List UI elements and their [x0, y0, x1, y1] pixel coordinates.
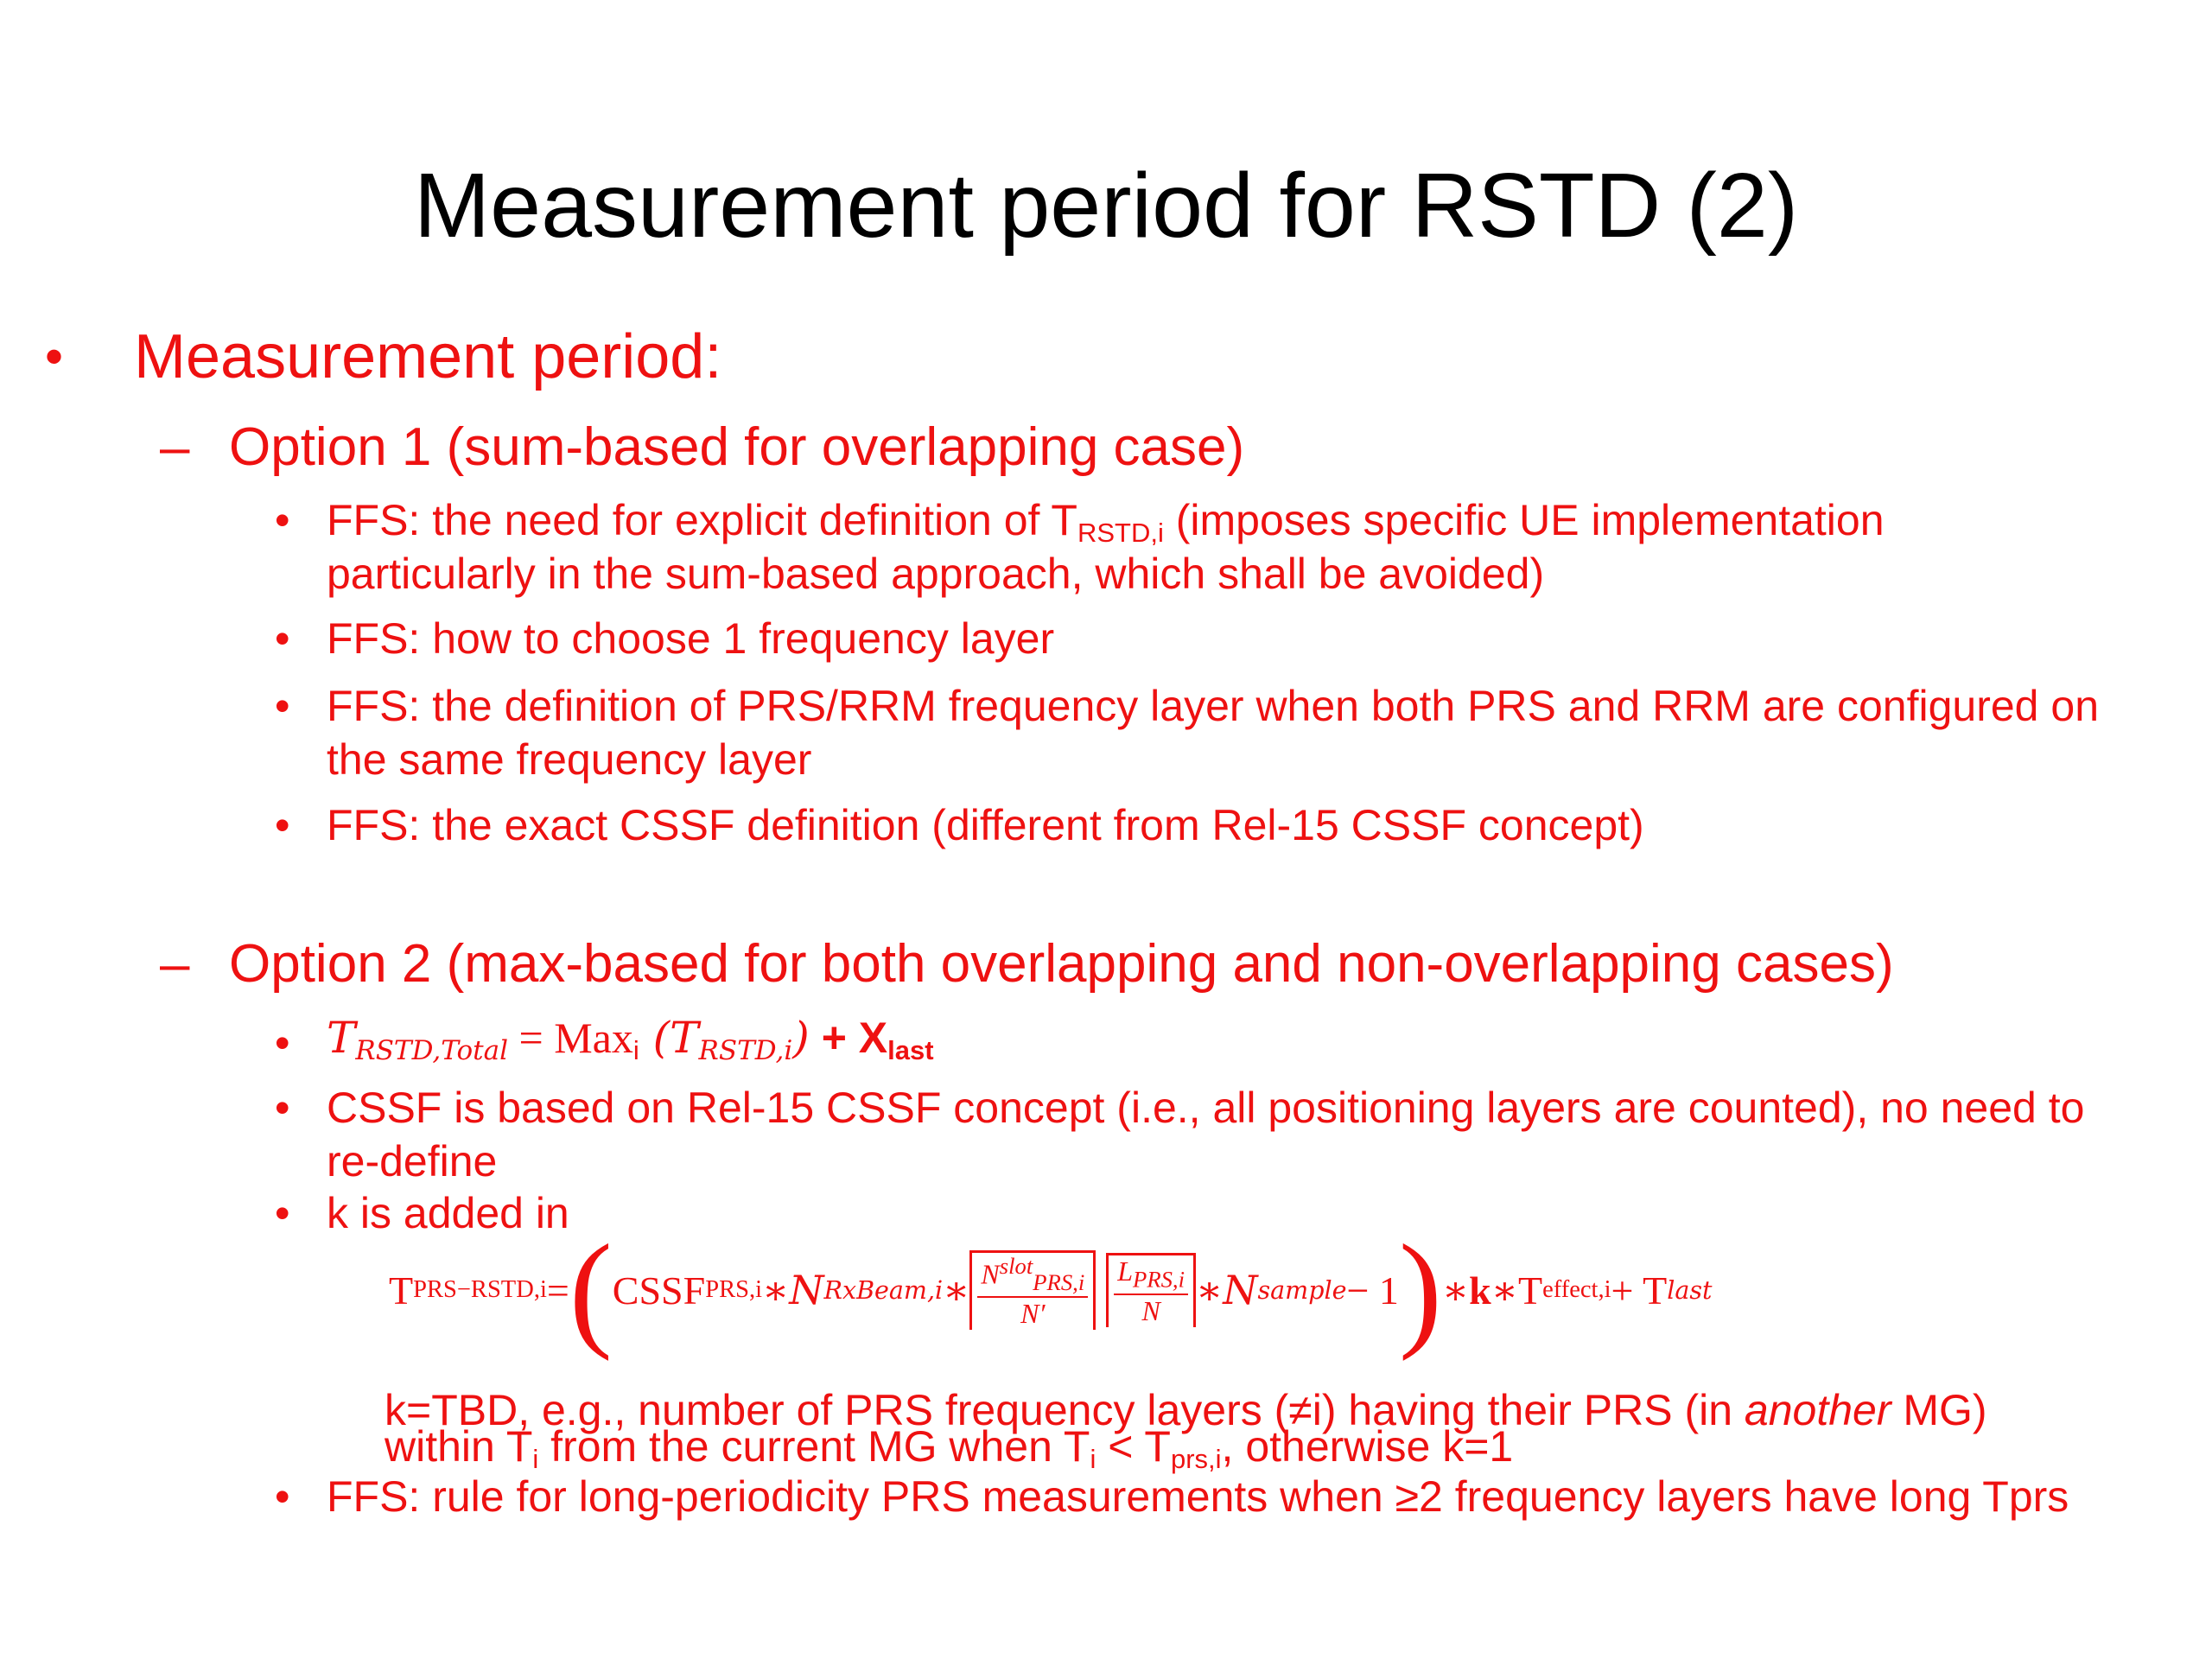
- bullet-marker: •: [275, 1189, 290, 1237]
- bullet-marker: •: [275, 496, 290, 544]
- bullet-marker: •: [45, 327, 64, 385]
- bullet-marker: •: [275, 801, 290, 849]
- option1-item-2: FFS: how to choose 1 frequency layer: [327, 614, 1055, 663]
- option1-heading: Option 1 (sum-based for overlapping case): [229, 417, 1245, 477]
- bullet-marker: •: [275, 682, 290, 730]
- ceil-bracket-1: [969, 1250, 1096, 1330]
- option2-item-2-line1: CSSF is based on Rel-15 CSSF concept (i.e., all positioning layers are counted), no need to: [327, 1084, 2085, 1132]
- bullet-marker: •: [275, 614, 290, 663]
- option1-item-1-line2: particularly in the sum-based approach, which shall be avoided): [327, 550, 1545, 598]
- option2-item-3: k is added in: [327, 1189, 569, 1237]
- open-paren: (: [569, 1218, 613, 1362]
- option2-heading: Option 2 (max-based for both overlapping and non-overlapping cases): [229, 934, 1894, 994]
- bullet-marker: •: [275, 1472, 290, 1521]
- level1-heading: Measurement period:: [134, 322, 722, 391]
- close-paren: ): [1398, 1218, 1442, 1362]
- k-note-line2: within $T_i$ from the current MG when $T_i < T_{prs,i}$, otherwise k=1: [385, 1422, 1514, 1474]
- dash-marker: –: [160, 417, 190, 477]
- option1-item-4: FFS: the exact CSSF definition (different from Rel-15 CSSF concept): [327, 801, 1644, 849]
- rstd-formula: T PRS−RSTD,i = ( CSSF PRS,i ∗ N RxBeam,i ∗ $\frac{N^{slot}_{PRS,i}}{N'}$ $\frac{L_{PRS,i}}{N}$ ∗ N sample − 1 ) ∗ k ∗ T effect,i + T last: [389, 1218, 1713, 1362]
- ceil-bracket-2: [1106, 1253, 1196, 1326]
- option1-item-3-line2: the same frequency layer: [327, 735, 812, 784]
- bullet-marker: •: [275, 1084, 290, 1132]
- fraction-l: $\frac{L_{PRS,i}}{N}$: [1114, 1255, 1188, 1326]
- k-note-line1: k=TBD, e.g., number of PRS frequency layers (≠i) having their PRS (in another MG): [385, 1386, 1987, 1434]
- bullet-marker: •: [275, 1019, 290, 1067]
- dash-marker: –: [160, 934, 190, 994]
- option2-equation: $T_{RSTD,Total} = Max_i$ $(T_{RSTD,i}) + X_{last}$: [327, 1013, 934, 1066]
- option2-item-2-line2: re-define: [327, 1137, 498, 1185]
- option1-item-1-line1: FFS: the need for explicit definition of $T_{RSTD,i}$ (imposes specific UE implementation: [327, 496, 1885, 548]
- option1-item-3-line1: FFS: the definition of PRS/RRM frequency layer when both PRS and RRM are configured on: [327, 682, 2100, 730]
- fraction-slot: $\frac{N^{slot}_{PRS,i}}{N'}$: [977, 1253, 1088, 1330]
- slide-title: Measurement period for RSTD (2): [413, 155, 1799, 257]
- option2-item-4: FFS: rule for long-periodicity PRS measurements when ≥2 frequency layers have long Tprs: [327, 1472, 2069, 1521]
